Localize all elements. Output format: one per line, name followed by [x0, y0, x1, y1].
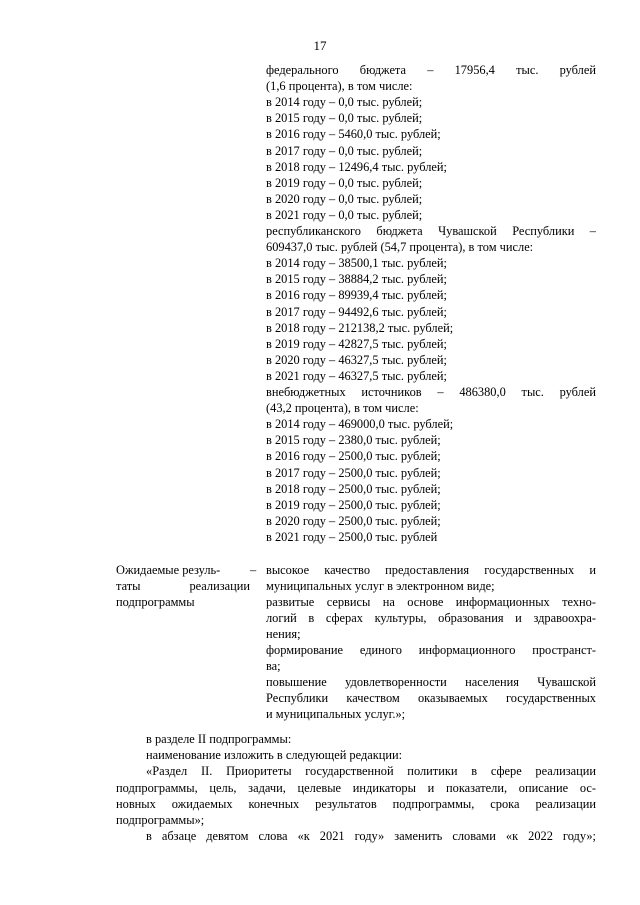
funding-line: в 2020 году – 0,0 тыс. рублей;: [266, 191, 423, 206]
body-line: подпрограммы»;: [116, 813, 205, 827]
results-line: муниципальных услуг в электронном виде;: [266, 579, 495, 593]
results-label-line: таты реализации: [116, 579, 250, 593]
funding-line: в 2014 году – 38500,1 тыс. рублей;: [266, 256, 447, 271]
body-line: в абзаце девятом слова «к 2021 году» заменить словами «к 2022 году»;: [146, 829, 596, 844]
results-line: ва;: [266, 659, 281, 673]
results-line: логий в сферах культуры, образования и здравоохра-: [266, 611, 596, 625]
results-line: повышение удовлетворенности населения Чувашской: [266, 675, 596, 689]
funding-line: (1,6 процента), в том числе:: [266, 79, 413, 94]
funding-line: федерального бюджета – 17956,4 тыс. рублей: [266, 63, 596, 77]
funding-line: в 2015 году – 38884,2 тыс. рублей;: [266, 272, 447, 287]
funding-line: республиканского бюджета Чувашской Республики –: [266, 224, 596, 238]
results-line: Республики качеством оказываемых государственных: [266, 691, 596, 705]
funding-line: в 2018 году – 212138,2 тыс. рублей;: [266, 320, 454, 335]
funding-line: в 2020 году – 2500,0 тыс. рублей;: [266, 513, 441, 528]
funding-line: в 2014 году – 0,0 тыс. рублей;: [266, 95, 423, 110]
funding-line: в 2019 году – 2500,0 тыс. рублей;: [266, 497, 441, 512]
funding-line: в 2019 году – 42827,5 тыс. рублей;: [266, 336, 447, 351]
funding-line: в 2016 году – 89939,4 тыс. рублей;: [266, 288, 447, 303]
funding-line: внебюджетных источников – 486380,0 тыс. рублей: [266, 385, 596, 399]
funding-line: в 2021 году – 46327,5 тыс. рублей;: [266, 368, 447, 383]
results-label-line: Ожидаемые резуль-: [116, 563, 221, 577]
body-line: подпрограммы, цель, задачи, целевые индикаторы и показатели, описание ос-: [116, 780, 596, 795]
funding-line: в 2015 году – 2380,0 тыс. рублей;: [266, 433, 441, 448]
funding-line: в 2017 году – 0,0 тыс. рублей;: [266, 143, 423, 158]
funding-line: 609437,0 тыс. рублей (54,7 процента), в том числе:: [266, 240, 534, 255]
funding-line: в 2015 году – 0,0 тыс. рублей;: [266, 111, 423, 126]
results-label-line: подпрограммы: [116, 595, 195, 609]
funding-line: в 2017 году – 2500,0 тыс. рублей;: [266, 465, 441, 480]
funding-line: в 2017 году – 94492,6 тыс. рублей;: [266, 304, 447, 319]
funding-line: (43,2 процента), в том числе:: [266, 401, 419, 416]
funding-line: в 2014 году – 469000,0 тыс. рублей;: [266, 417, 454, 432]
results-line: нения;: [266, 627, 301, 641]
body-line: в разделе II подпрограммы:: [146, 732, 292, 746]
funding-line: в 2019 году – 0,0 тыс. рублей;: [266, 175, 423, 190]
funding-line: в 2016 году – 5460,0 тыс. рублей;: [266, 127, 441, 142]
body-line: новных ожидаемых конечных результатов подпрограммы, срока реализации: [116, 796, 596, 811]
results-line: развитые сервисы на основе информационных техно-: [266, 595, 596, 609]
funding-line: в 2016 году – 2500,0 тыс. рублей;: [266, 449, 441, 464]
body-line: наименование изложить в следующей редакции:: [146, 748, 403, 763]
body-line: «Раздел II. Приоритеты государственной политики в сфере реализации: [146, 764, 596, 779]
funding-line: в 2021 году – 0,0 тыс. рублей;: [266, 207, 423, 222]
funding-line: в 2018 году – 12496,4 тыс. рублей;: [266, 159, 447, 174]
results-dash: –: [250, 563, 257, 577]
page-number: 17: [313, 38, 327, 53]
results-line: формирование единого информационного пространст-: [266, 643, 596, 657]
funding-line: в 2018 году – 2500,0 тыс. рублей;: [266, 481, 441, 496]
funding-line: в 2020 году – 46327,5 тыс. рублей;: [266, 352, 447, 367]
results-line: и муниципальных услуг.»;: [266, 707, 406, 721]
results-line: высокое качество предоставления государственных и: [266, 563, 596, 577]
funding-line: в 2021 году – 2500,0 тыс. рублей: [266, 529, 438, 544]
